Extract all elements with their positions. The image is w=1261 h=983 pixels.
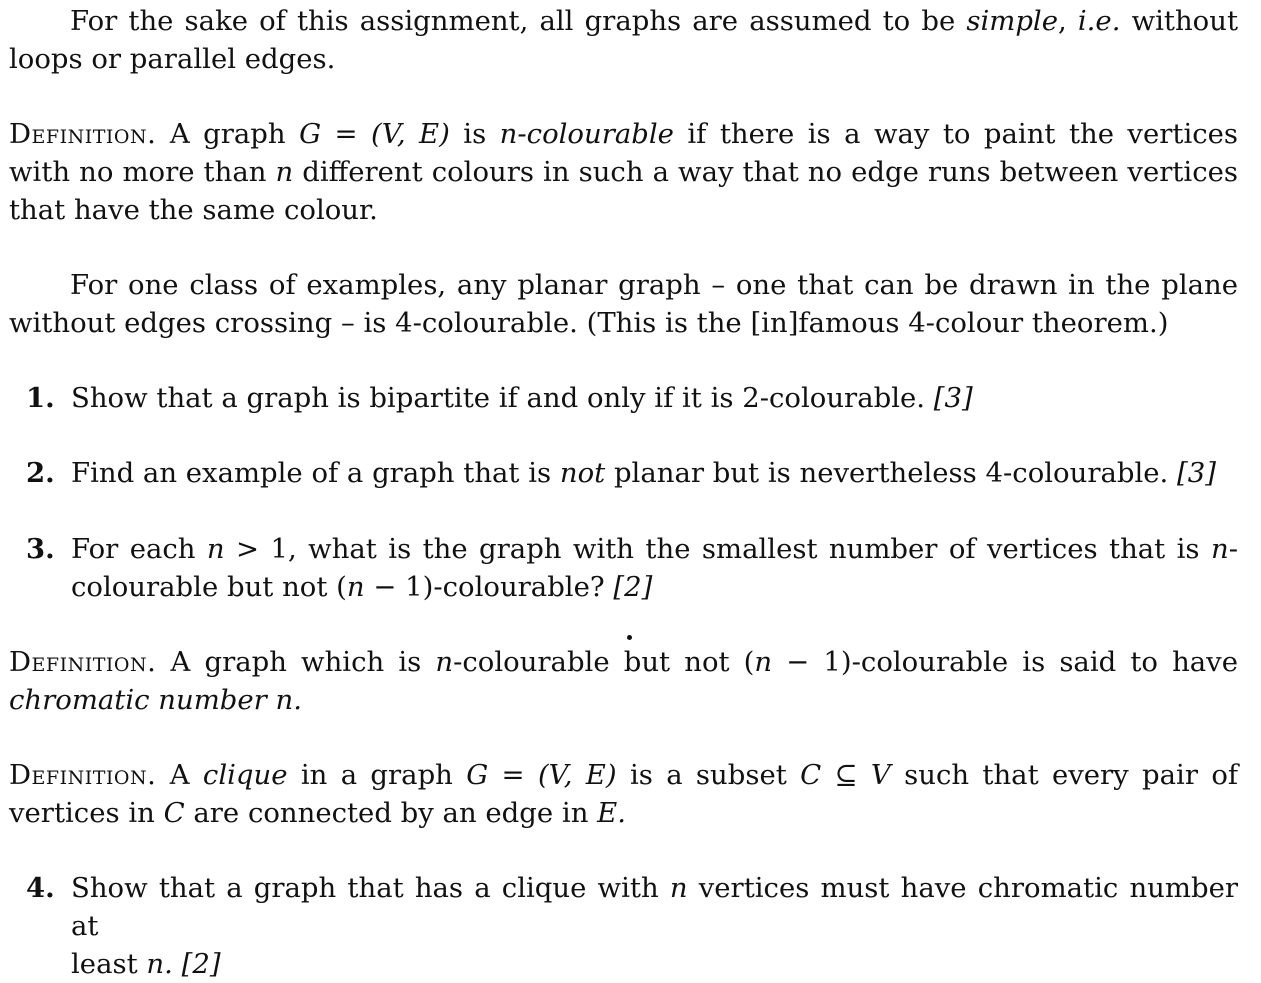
term-n-colourable: n-colourable xyxy=(499,118,674,150)
intro-paragraph: For the sake of this assignment, all graphs are assumed to be simple, i.e. without loops or parallel edges. xyxy=(9,5,1238,75)
definition-colourable: Definition. A graph G = (V, E) is n-colourable if there is a way to paint the vertices with no more than n different colours in such a way that no edge runs between vertices that have the same colour. xyxy=(9,118,1239,226)
question-marks: [2] xyxy=(613,571,653,603)
definition-heading: Definition. xyxy=(9,118,157,150)
definition-clique: Definition. A clique in a graph G = (V, E) is a subset C ⊆ V such that every pair of vertices in C are connected by an edge in E. xyxy=(9,759,1239,829)
question-1: 1. Show that a graph is bipartite if and only if it is 2-colourable. [3] xyxy=(9,379,1238,417)
question-number: 2. xyxy=(26,457,55,489)
question-number: 4. xyxy=(26,872,55,904)
term-chromatic-number: chromatic number n. xyxy=(9,684,302,716)
term-clique: clique xyxy=(202,759,288,791)
term-simple: simple xyxy=(966,5,1059,37)
question-number: 3. xyxy=(26,533,55,565)
question-marks: [2] xyxy=(181,948,221,980)
question-marks: [3] xyxy=(1177,457,1216,489)
question-number: 1. xyxy=(26,382,55,414)
question-marks: [3] xyxy=(933,382,973,414)
stray-dot-mark xyxy=(627,635,632,640)
definition-heading: Definition. xyxy=(9,646,157,678)
question-4: 4. Show that a graph that has a clique with n vertices must have chromatic number at least n. [2] xyxy=(9,869,1238,983)
planar-note-paragraph: For one class of examples, any planar graph – one that can be drawn in the plane without edges crossing – is 4-colourable. (This is the [in]famous 4-colour theorem.) xyxy=(9,269,1238,339)
definition-heading: Definition. xyxy=(9,759,157,791)
question-2: 2. Find an example of a graph that is not planar but is nevertheless 4-colourable. [3] xyxy=(9,454,1238,492)
question-3: 3. For each n > 1, what is the graph with the smallest number of vertices that is n- colourable but not (n − 1)-colourable? [2] xyxy=(9,530,1238,606)
definition-chromatic-number: Definition. A graph which is n-colourable but not (n − 1)-colourable is said to have chromatic number n. xyxy=(9,643,1238,719)
